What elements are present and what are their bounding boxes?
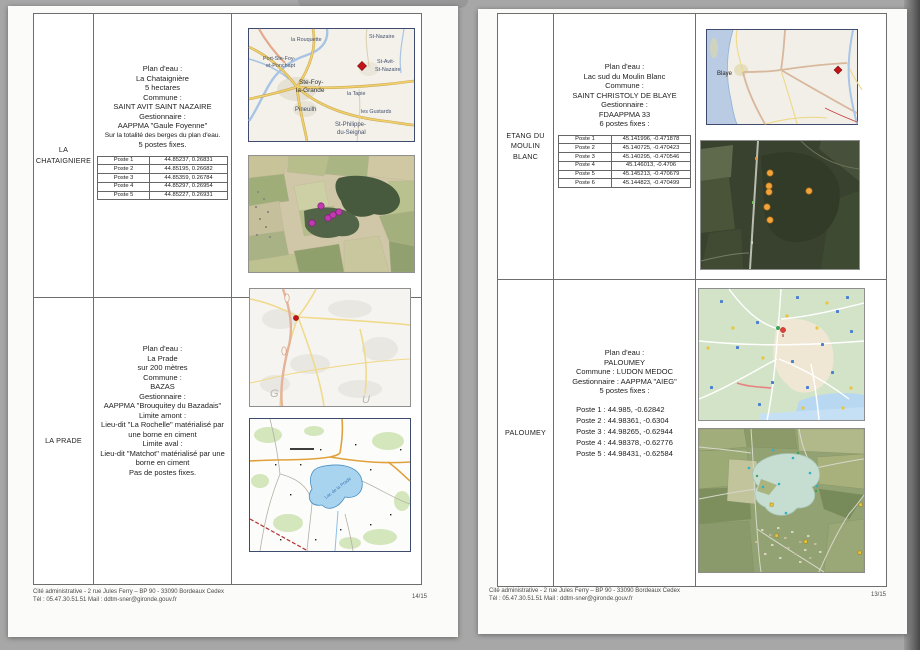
postes-list bbox=[576, 404, 673, 459]
commune-label: Commune : bbox=[143, 372, 182, 382]
postes-table bbox=[558, 135, 691, 189]
postes-table bbox=[97, 156, 228, 201]
pond-name-cell-paloumey bbox=[498, 280, 554, 586]
map-label: U bbox=[362, 394, 370, 406]
map-label: St-Philippe- bbox=[335, 122, 367, 128]
poste-coords: 45.140725, -0.470423 bbox=[612, 144, 691, 153]
poste-coords: 45.140295, -0.470546 bbox=[612, 153, 691, 162]
gestionnaire-label: Gestionnaire : bbox=[601, 100, 648, 109]
poste-label: Poste 4 bbox=[98, 182, 150, 191]
map-label: G bbox=[270, 388, 279, 400]
pond-title: LA PRADE bbox=[45, 435, 82, 445]
pond-maps-paloumey bbox=[696, 280, 886, 586]
page-left bbox=[8, 6, 458, 637]
map-label: et-Ponchapt bbox=[266, 63, 296, 69]
map-label: Port-Ste-Foy- bbox=[263, 56, 296, 62]
poste-label: Poste 5 bbox=[98, 191, 150, 200]
poste-row bbox=[98, 191, 228, 200]
map-label: St-Nazaire bbox=[369, 34, 395, 40]
poste-label: Poste 2 bbox=[98, 165, 150, 174]
plan-deau-label: Plan d'eau : bbox=[142, 344, 183, 353]
pond-name-cell-moulin-blanc bbox=[498, 14, 554, 280]
gestionnaire-label: Gestionnaire : bbox=[139, 391, 186, 401]
commune-value: SAINT CHRISTOLY DE BLAYE bbox=[572, 90, 677, 100]
map-label: Ste-Foy- bbox=[299, 79, 324, 86]
poste-label: Poste 1 bbox=[559, 135, 612, 144]
poste-coords: 45.146013, -0.4706 bbox=[612, 161, 691, 170]
pond-maps-laprade bbox=[232, 298, 421, 584]
poste-line: Poste 3 : 44.98265, -0.62944 bbox=[576, 426, 673, 436]
pond-name-cell-laprade bbox=[34, 298, 94, 584]
limite-amont-value: Lieu-dit "La Rochelle" matérialisé par une borne en ciment bbox=[101, 420, 224, 439]
poste-row bbox=[559, 144, 691, 153]
map-label: les Gustards bbox=[361, 109, 392, 115]
poste-label: Poste 4 bbox=[559, 161, 612, 170]
pond-maps-chataigniere bbox=[232, 14, 421, 500]
poste-row bbox=[98, 182, 228, 191]
pond-title: LA CHATAIGNIERE bbox=[35, 145, 92, 165]
commune-line: Commune : LUDON MEDOC bbox=[575, 367, 674, 376]
commune-label: Commune : bbox=[143, 92, 182, 102]
pond-name-cell-chataigniere bbox=[34, 14, 94, 298]
footer bbox=[33, 589, 224, 604]
map-label: la-Grande bbox=[296, 87, 325, 94]
poste-label: Poste 6 bbox=[559, 179, 612, 188]
poste-label: Poste 2 bbox=[559, 144, 612, 153]
gestionnaire-value: AAPPMA "Brouquitey du Bazadais" bbox=[103, 401, 222, 410]
gestionnaire-value: AAPPMA "Gaule Foyenne" bbox=[117, 121, 208, 130]
poste-row bbox=[98, 174, 228, 183]
pond-details-chataigniere bbox=[94, 14, 232, 298]
plan-deau-name: La Chataignière bbox=[136, 73, 189, 83]
pond-details-moulin-blanc bbox=[554, 14, 696, 280]
pond-title: ETANG DU MOULIN BLANC bbox=[506, 130, 545, 161]
map-aerial-paloumey bbox=[698, 428, 865, 573]
main-table-right bbox=[497, 13, 887, 587]
footer-contact: Tél : 05.47.30.51.51 Mail : ddtm-sner@gironde.gouv.fr bbox=[33, 596, 177, 603]
poste-coords: 44.85195, 0.26682 bbox=[150, 165, 228, 174]
poste-row bbox=[559, 135, 691, 144]
map-aerial-chataigniere bbox=[248, 155, 415, 273]
lake-label: Lac de la Prade bbox=[323, 476, 352, 500]
map-label: Pineuilh bbox=[295, 107, 317, 113]
map-aerial-moulin-blanc bbox=[700, 140, 860, 270]
postes-note: Pas de postes fixes. bbox=[128, 467, 197, 477]
postes-heading: 5 postes fixes. bbox=[138, 140, 187, 149]
poste-coords: 44.85297, 0.26954 bbox=[150, 182, 228, 191]
poste-coords: 44.85227, 0.26931 bbox=[150, 191, 228, 200]
poste-coords: 45.144823, -0.470499 bbox=[612, 179, 691, 188]
commune-value: SAINT AVIT SAINT NAZAIRE bbox=[113, 102, 212, 111]
pond-title: PALOUMEY bbox=[504, 427, 546, 437]
poste-line: Poste 5 : 44.98431, -0.62584 bbox=[576, 448, 673, 458]
berges-note: Sur la totalité des berges du plan d'eau. bbox=[104, 131, 221, 139]
poste-label: Poste 3 bbox=[98, 174, 150, 183]
postes-heading: 5 postes fixes : bbox=[599, 386, 650, 395]
map-web-paloumey bbox=[698, 288, 865, 421]
limite-amont-label: Limite amont : bbox=[138, 410, 187, 420]
plan-deau-name: Lac sud du Moulin Blanc bbox=[583, 71, 666, 81]
poste-coords: 45.141996, -0.471878 bbox=[612, 135, 691, 144]
gestionnaire-label: Gestionnaire : bbox=[139, 111, 186, 121]
main-table-left bbox=[33, 13, 422, 585]
pond-details-paloumey bbox=[554, 280, 696, 586]
plan-deau-label: Plan d'eau : bbox=[142, 64, 183, 73]
plan-deau-label: Plan d'eau : bbox=[604, 62, 645, 71]
poste-row bbox=[559, 153, 691, 162]
footer-address: Cité administrative - 2 rue Jules Ferry – BP 90 - 33090 Bordeaux Cedex bbox=[33, 589, 224, 595]
footer bbox=[489, 588, 680, 603]
plan-deau-label: Plan d'eau : bbox=[604, 348, 645, 357]
map-label: du-Seignal bbox=[337, 130, 366, 136]
map-label: St-Avit- bbox=[377, 59, 395, 65]
map-street-moulin-blanc bbox=[706, 29, 858, 125]
limite-aval-value: Lieu-dit "Matchot" matérialisé par une borne en ciment bbox=[100, 448, 225, 467]
poste-row bbox=[559, 179, 691, 188]
gestionnaire-line: Gestionnaire : AAPPMA "AIEG" bbox=[572, 376, 677, 386]
postes-heading: 6 postes fixes : bbox=[599, 119, 650, 128]
commune-label: Commune : bbox=[605, 81, 644, 90]
poste-row bbox=[98, 165, 228, 174]
poste-coords: 44.85237, 0.26831 bbox=[150, 156, 228, 165]
footer-contact: Tél : 05.47.30.51.51 Mail : ddtm-sner@gironde.gouv.fr bbox=[489, 595, 633, 602]
gestionnaire-value: FDAAPPMA 33 bbox=[598, 109, 651, 119]
poste-line: Poste 4 : 44.98378, -0.62776 bbox=[576, 437, 673, 447]
poste-label: Poste 3 bbox=[559, 153, 612, 162]
plan-deau-name: La Prade bbox=[147, 353, 178, 363]
poste-coords: 45.145213, -0.470679 bbox=[612, 170, 691, 179]
commune-value: BAZAS bbox=[150, 382, 175, 391]
map-label: Blaye bbox=[717, 71, 733, 77]
poste-line: Poste 2 : 44.98361, -0.6304 bbox=[576, 415, 669, 425]
poste-label: Poste 1 bbox=[98, 156, 150, 165]
poste-line: Poste 1 : 44.985, -0.62842 bbox=[576, 404, 665, 414]
page-number: 14/15 bbox=[412, 594, 428, 600]
plan-deau-name: PALOUMEY bbox=[603, 357, 646, 367]
poste-label: Poste 5 bbox=[559, 170, 612, 179]
map-street-chataigniere bbox=[248, 28, 415, 142]
pond-maps-moulin-blanc bbox=[696, 14, 886, 280]
poste-coords: 44.85359, 0.26784 bbox=[150, 174, 228, 183]
poste-row bbox=[559, 161, 691, 170]
pond-details-laprade bbox=[94, 298, 232, 584]
limite-aval-label: Limite aval : bbox=[142, 439, 183, 448]
plan-deau-size: 5 hectares bbox=[144, 83, 181, 92]
page-number: 13/15 bbox=[871, 592, 887, 598]
plan-deau-size: sur 200 mètres bbox=[137, 363, 188, 372]
poste-row bbox=[98, 156, 228, 165]
poste-row bbox=[559, 170, 691, 179]
map-label: la Rouquette bbox=[291, 37, 322, 43]
map-label: la Tapie bbox=[347, 91, 366, 97]
map-label: St-Nazaire bbox=[375, 67, 401, 73]
footer-address: Cité administrative - 2 rue Jules Ferry – BP 90 - 33090 Bordeaux Cedex bbox=[489, 588, 680, 594]
page-right bbox=[478, 9, 907, 634]
